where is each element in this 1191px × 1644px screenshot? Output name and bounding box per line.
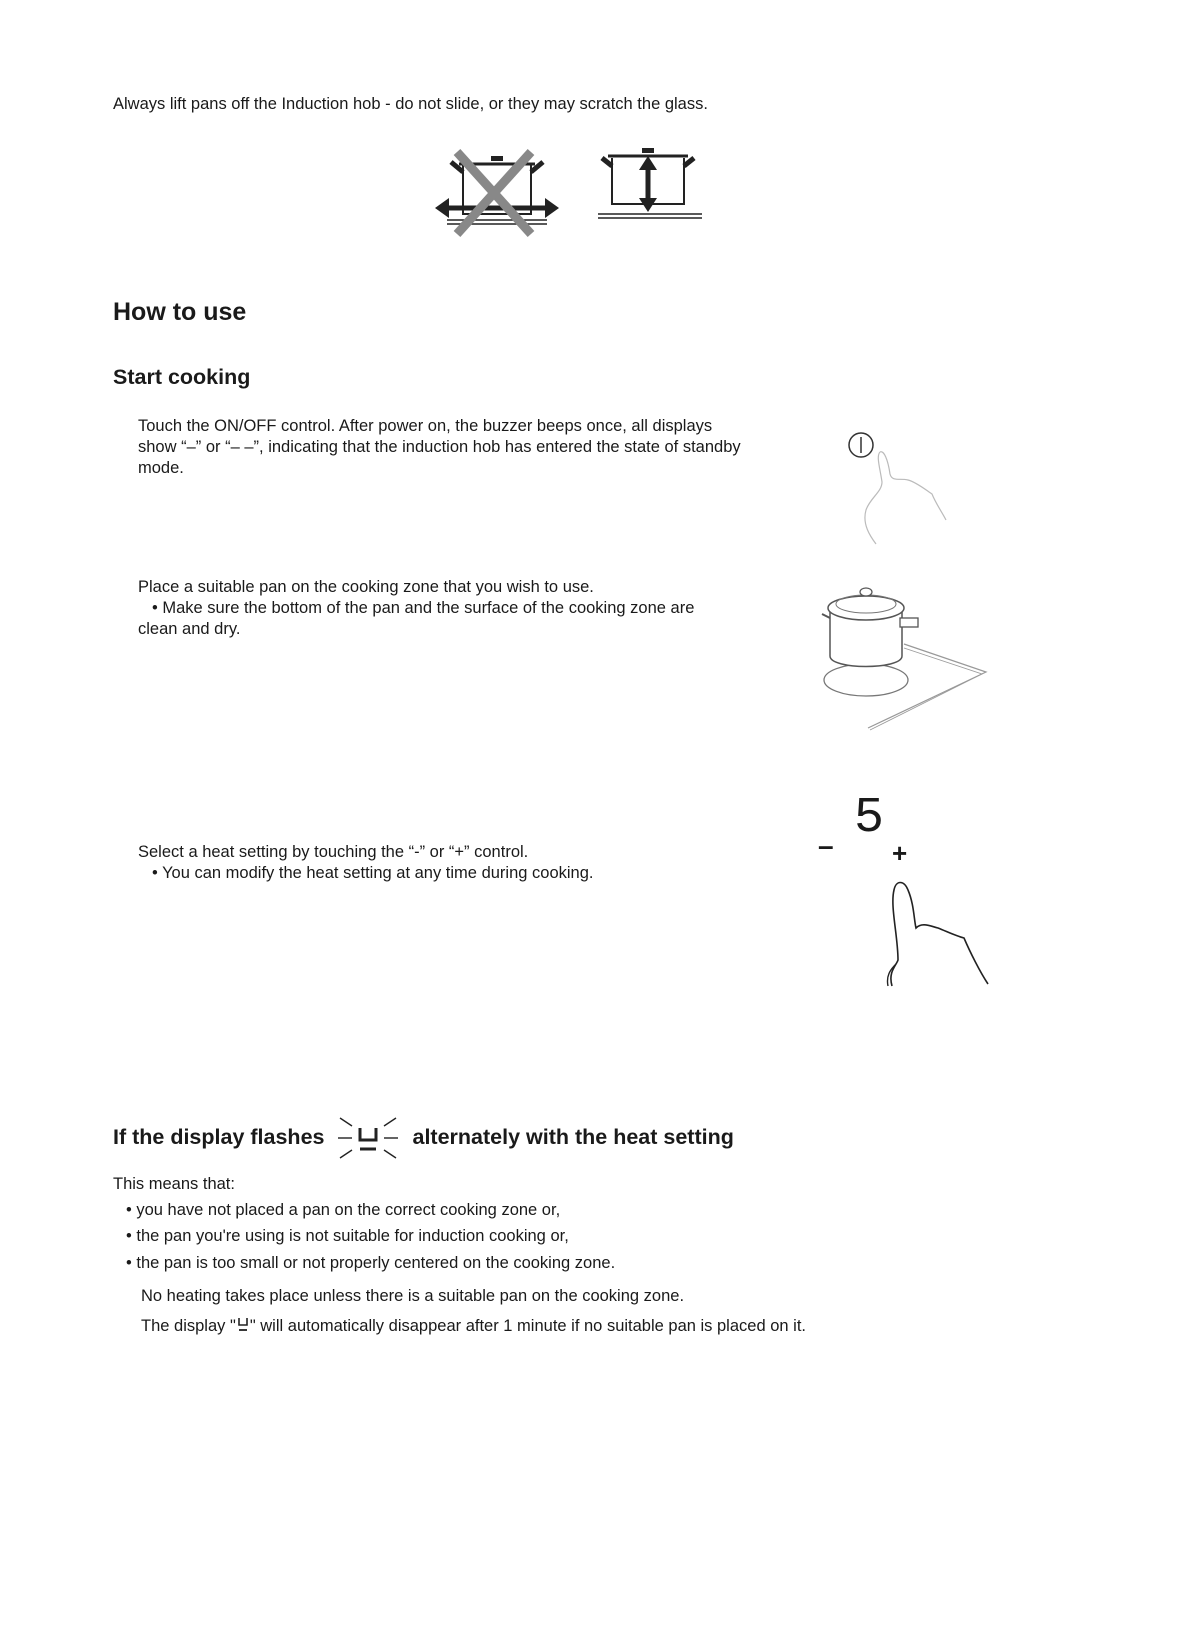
flash-note-2 — [141, 1316, 806, 1337]
pan-missing-symbol-icon — [338, 1114, 398, 1160]
pan-on-cooking-zone-illustration — [818, 582, 998, 737]
step1-text: Touch the ON/OFF control. After power on, the buzzer beeps once, all displays show “–” or “– –”, indicating that the induction hob has entered the state of standby mode. — [138, 417, 741, 477]
pan-missing-small-icon — [236, 1316, 250, 1334]
flash-heading-right: alternately with the heat setting — [412, 1124, 734, 1149]
flash-bullet-1: • you have not placed a pan on the correct cooking zone or, — [126, 1201, 561, 1219]
step3-bullet: • You can modify the heat setting at any time during cooking. — [152, 864, 594, 882]
flash-bullet-3: • the pan is too small or not properly centered on the cooking zone. — [126, 1254, 616, 1272]
flash-note-2-after: " will automatically disappear after 1 minute if no suitable pan is placed on it. — [249, 1317, 806, 1335]
flash-intro-text: This means that: — [113, 1175, 235, 1193]
intro-text: Always lift pans off the Induction hob - do not slide, or they may scratch the glass. — [113, 95, 708, 113]
flash-note-1: No heating takes place unless there is a suitable pan on the cooking zone. — [141, 1287, 685, 1305]
plus-control[interactable]: + — [892, 838, 908, 868]
finger-icon — [886, 876, 1006, 988]
heat-level-digit: 5 — [854, 790, 885, 847]
flash-heading — [113, 1114, 734, 1160]
flash-heading-left: If the display flashes — [113, 1124, 325, 1149]
step2-text: Place a suitable pan on the cooking zone that you wish to use. — [138, 578, 594, 596]
start-cooking-heading: Start cooking — [113, 365, 251, 389]
minus-control[interactable]: – — [818, 830, 834, 861]
flash-note-2-before: The display " — [141, 1317, 236, 1335]
lift-pan-illustration — [598, 146, 708, 230]
step2-bullet: • Make sure the bottom of the pan and the surface of the cooking zone are clean and dry. — [138, 599, 695, 638]
heat-setting-display — [818, 790, 1018, 990]
step3-text: Select a heat setting by touching the “-” or “+” control. — [138, 843, 529, 861]
do-not-slide-pan-illustration — [435, 148, 565, 238]
how-to-use-heading: How to use — [113, 298, 247, 326]
flash-bullet-2: • the pan you're using is not suitable for induction cooking or, — [126, 1227, 569, 1245]
power-touch-illustration — [840, 428, 960, 548]
